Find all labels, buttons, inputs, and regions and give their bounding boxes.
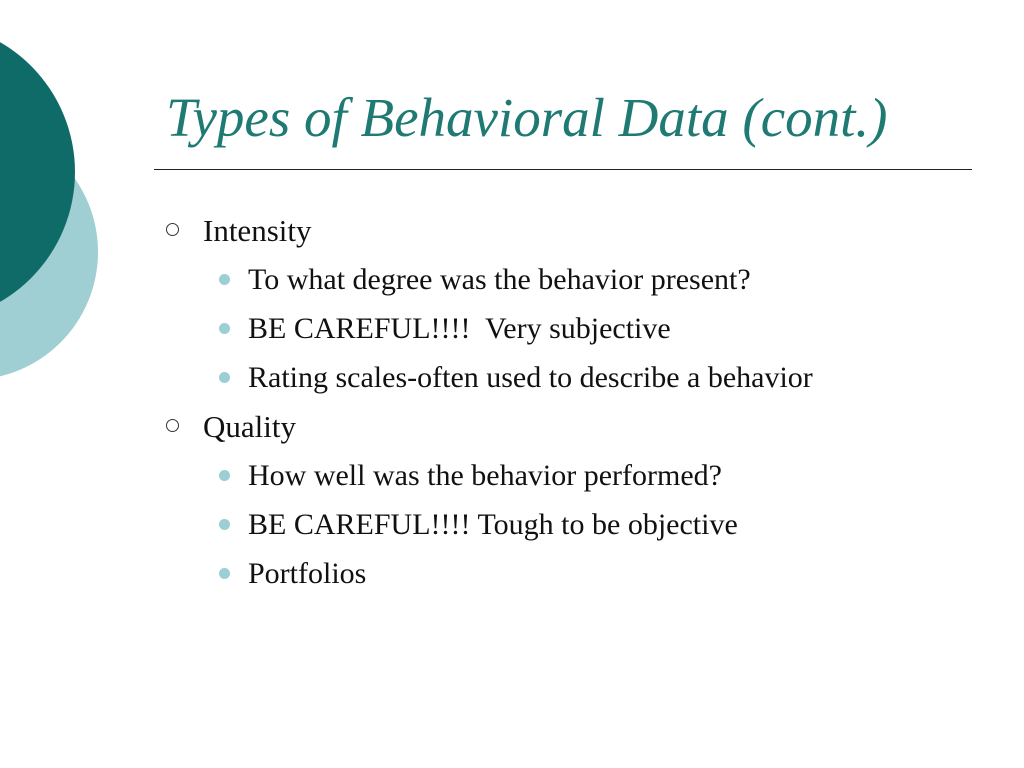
list-item [216,309,671,349]
circle-bullet-icon [166,223,179,236]
list-item [216,456,722,496]
list-item-text: BE CAREFUL!!!! Tough to be objective [248,508,738,541]
section-heading-text: Intensity [203,213,312,248]
list-item-text: BE CAREFUL!!!! Very subjective [248,312,671,345]
dot-bullet-icon [219,274,230,285]
dot-bullet-icon [219,519,230,530]
dot-bullet-icon [219,568,230,579]
list-item-text: How well was the behavior performed? [248,459,722,492]
slide-title: Types of Behavioral Data (cont.) [166,87,888,148]
section-heading-intensity [166,211,312,251]
dot-bullet-icon [219,372,230,383]
list-item [216,260,751,300]
list-item [216,358,813,398]
section-heading-quality [166,407,296,447]
list-item-text: Portfolios [248,557,367,590]
circle-bullet-icon [166,419,179,432]
list-item-text: To what degree was the behavior present? [248,263,751,296]
list-item [216,505,738,545]
dot-bullet-icon [219,323,230,334]
dot-bullet-icon [219,470,230,481]
section-heading-text: Quality [203,409,296,444]
list-item-text: Rating scales-often used to describe a behavior [248,361,813,394]
list-item [216,554,366,594]
